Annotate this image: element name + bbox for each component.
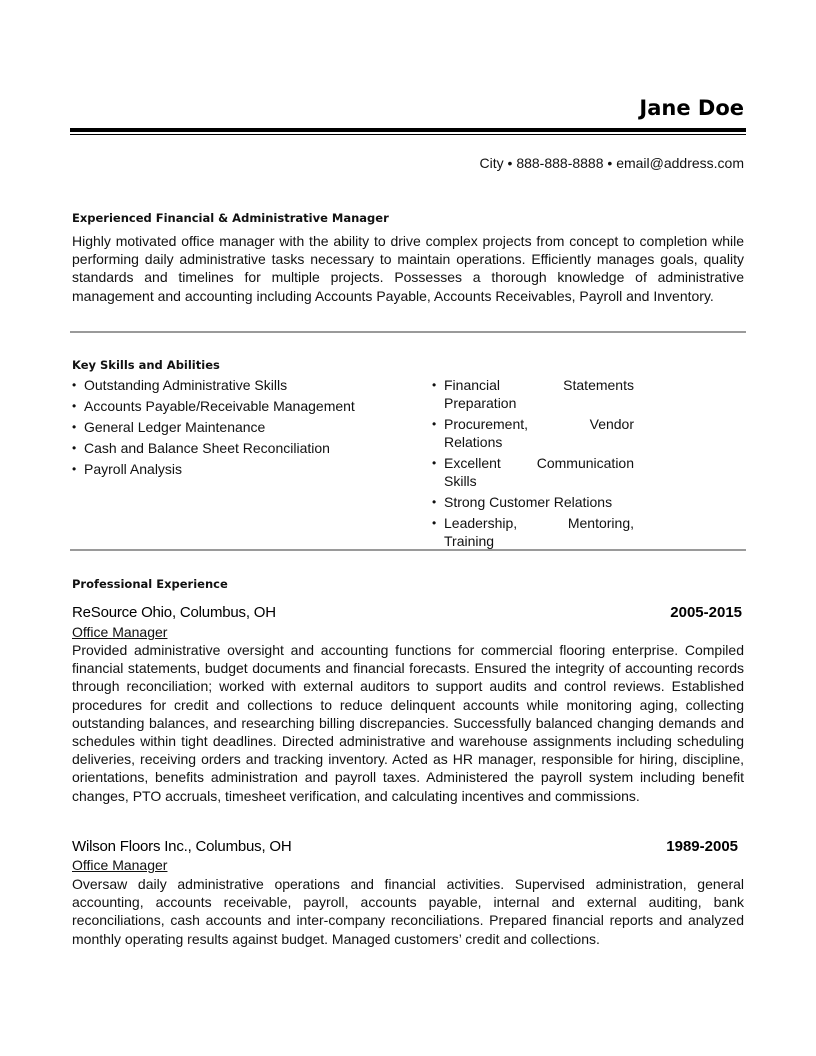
skill-item: • Strong Customer Relations: [432, 493, 634, 511]
skill-item: • Accounts Payable/Receivable Management: [72, 397, 355, 415]
job-header: [72, 604, 744, 621]
skill-item: • Excellent Communication Skills: [432, 454, 634, 490]
job-company: ReSource Ohio, Columbus, OH: [72, 604, 276, 621]
summary-heading: Experienced Financial & Administrative Manager: [72, 211, 389, 225]
skill-item: • General Ledger Maintenance: [72, 418, 355, 436]
resume-page: [72, 0, 746, 1056]
summary-paragraph: Highly motivated office manager with the ability to drive complex projects from concept to completion while performing daily administrative tasks necessary to maintain operations. Efficiently manages goals, quality standards and timelines for multiple projects. Possesses a thorough knowledge of administrative management and accounting including Accounts Payable, Accounts Receivables, Payroll and Inventory.: [72, 233, 744, 304]
skills-divider: [70, 549, 746, 551]
experience-heading: Professional Experience: [72, 577, 228, 591]
job-role: Office Manager: [72, 857, 168, 873]
job-years: 1989-2005: [666, 838, 738, 855]
skills-list-left: [72, 376, 355, 481]
job-years: 2005-2015: [670, 604, 742, 621]
skill-item: • Procurement, Vendor Relations: [432, 415, 634, 451]
skill-item: • Leadership, Mentoring, Training: [432, 514, 634, 550]
job-company: Wilson Floors Inc., Columbus, OH: [72, 838, 292, 855]
skill-item: • Outstanding Administrative Skills: [72, 376, 355, 394]
summary-divider: [70, 331, 746, 333]
job-description: Oversaw daily administrative operations and financial activities. Supervised administration, general accounting, accounts receivable, payroll, accounts payable, internal and external auditing, bank reconciliations, cash accounts and inter-company reconciliations. Prepared financial reports and analyzed monthly operating results against budget. Managed customers’ credit and collections.: [72, 876, 744, 947]
skill-item: • Payroll Analysis: [72, 460, 355, 478]
job-header: [72, 838, 744, 855]
header-rule-thin: [70, 134, 746, 135]
job-description: Provided administrative oversight and accounting functions for commercial flooring enterprise. Compiled financial statements, budget documents and financial forecasts. Ensured the integrity of accounting records through reconciliation; worked with external auditors to support audits and control reviews. Established procedures for credit and collections to reduce delinquent accounts while monitoring aging, collecting outstanding balances, and researching billing discrepancies. Successfully balanced changing demands and schedules within tight deadlines. Directed administrative and warehouse assignments including scheduling deliveries, receiving orders and tracking inventory. Acted as HR manager, responsible for hiring, discipline, orientations, benefits administration and payroll taxes. Administered the payroll system including benefit changes, PTO accruals, timesheet verification, and calculating incentives and commissions.: [72, 642, 744, 804]
skills-list-right: [432, 376, 634, 553]
contact-line: City • 888-888-8888 • email@address.com: [479, 155, 744, 171]
skill-item: • Financial Statements Preparation: [432, 376, 634, 412]
skills-heading: Key Skills and Abilities: [72, 358, 220, 372]
job-role: Office Manager: [72, 624, 168, 640]
candidate-name: Jane Doe: [639, 96, 744, 120]
header-rule-thick: [70, 128, 746, 132]
skill-item: • Cash and Balance Sheet Reconciliation: [72, 439, 355, 457]
